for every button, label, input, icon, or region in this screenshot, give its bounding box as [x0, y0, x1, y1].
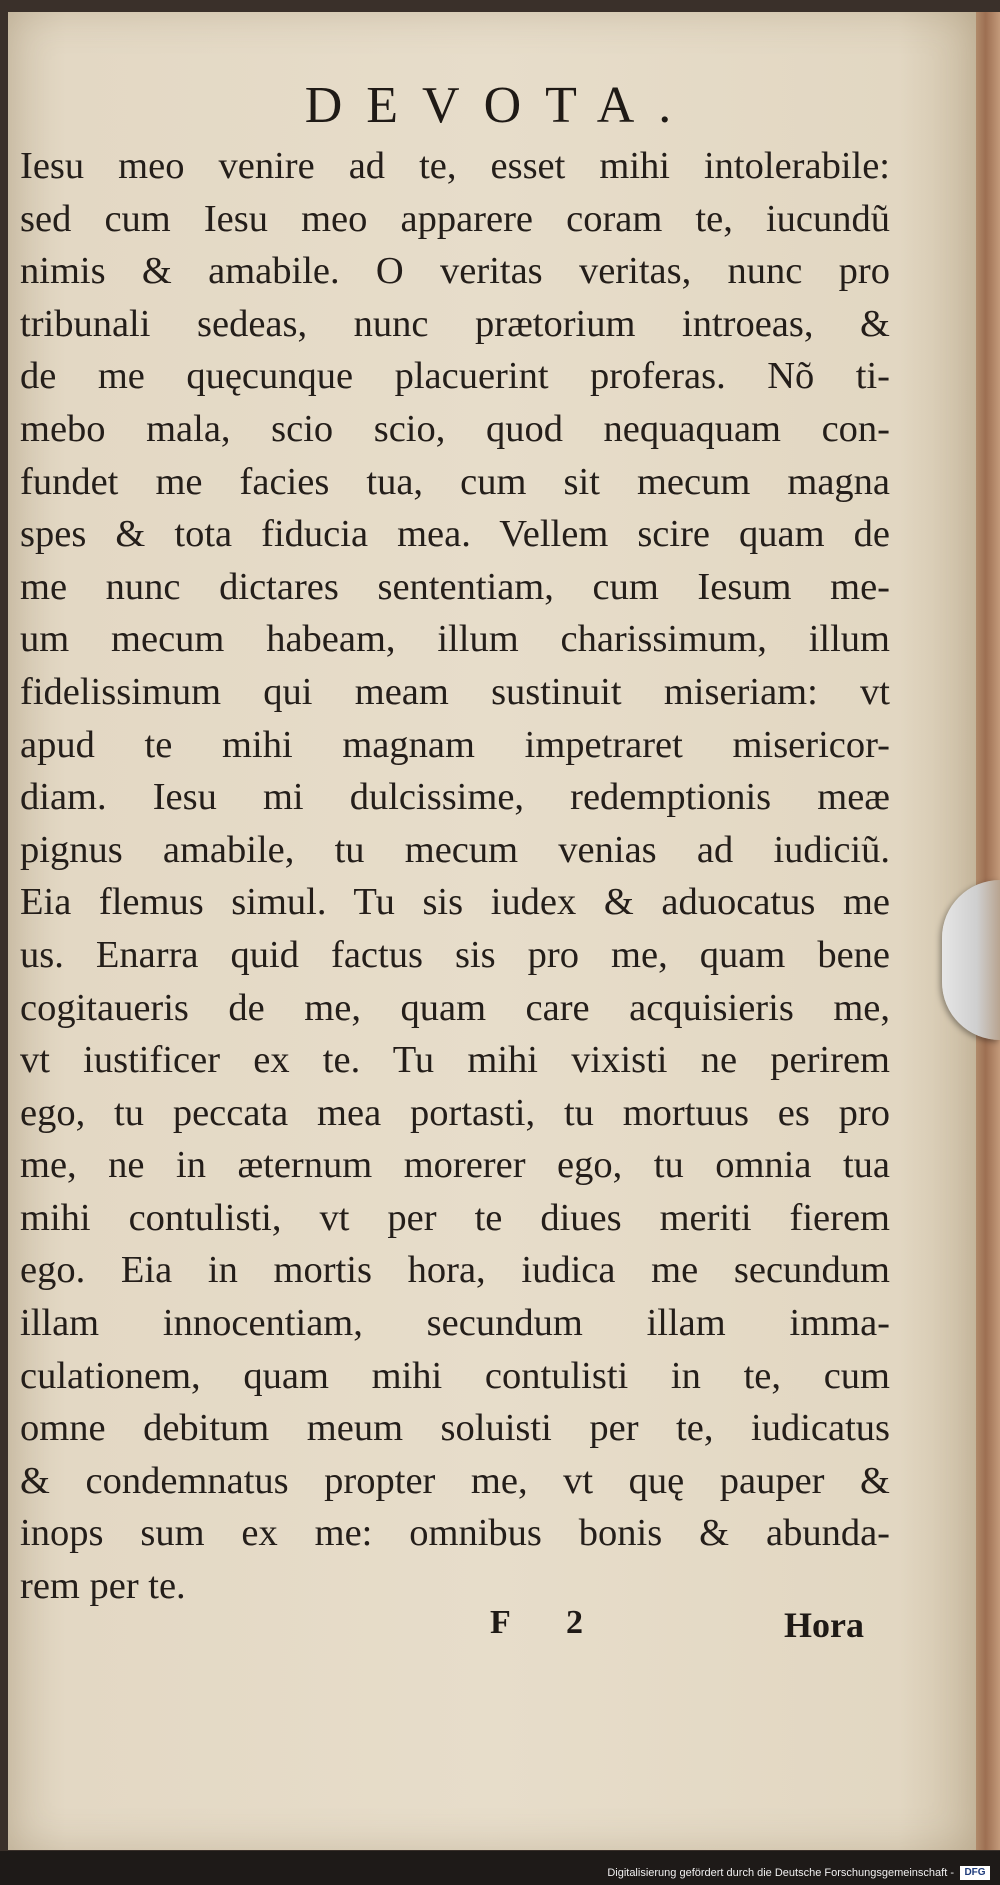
text-line: mihi contulisti, vt per te diues meriti fierem — [20, 1196, 890, 1239]
text-line: Iesu meo venire ad te, esset mihi intolerabile: — [20, 145, 890, 187]
text-line: me nunc dictares sententiam, cum Iesum me- — [20, 565, 890, 608]
text-line: fundet me facies tua, cum sit mecum magna — [20, 460, 890, 503]
dfg-logo: DFG — [960, 1866, 990, 1880]
text-line: pignus amabile, tu mecum venias ad iudiciũ. — [20, 828, 890, 871]
text-line: nimis & amabile. O veritas veritas, nunc pro — [20, 250, 890, 293]
text-line: ego, tu peccata mea portasti, tu mortuus es pro — [20, 1091, 890, 1134]
text-line: um mecum habeam, illum charissimum, illum — [20, 618, 890, 661]
text-line: ego. Eia in mortis hora, iudica me secundum — [20, 1249, 890, 1292]
text-line: inops sum ex me: omnibus bonis & abunda- — [20, 1512, 890, 1555]
text-line: us. Enarra quid factus sis pro me, quam bene — [20, 933, 890, 976]
digitization-credit: Digitalisierung gefördert durch die Deutsche Forschungsgemeinschaft - — [607, 1867, 954, 1879]
catchword: Hora — [784, 1605, 864, 1645]
body-text — [20, 140, 890, 1613]
text-line: omne debitum meum soluisti per te, iudicatus — [20, 1407, 890, 1450]
text-line: Eia flemus simul. Tu sis iudex & aduocatus me — [20, 881, 890, 924]
text-line: culationem, quam mihi contulisti in te, cum — [20, 1354, 890, 1397]
text-line: tribunali sedeas, nunc prætorium introeas, & — [20, 302, 890, 345]
text-line: de me quęcunque placuerint proferas. Nõ ti- — [20, 355, 890, 398]
text-line-last: rem per te. — [20, 1565, 186, 1608]
text-line: spes & tota fiducia mea. Vellem scire quam de — [20, 513, 890, 556]
running-head: DEVOTA. — [304, 77, 696, 134]
text-line: mebo mala, scio scio, quod nequaquam con- — [20, 407, 890, 450]
signature-mark: F 2 — [490, 1604, 608, 1641]
text-line: me, ne in æternum morerer ego, tu omnia tua — [20, 1144, 890, 1187]
text-line: apud te mihi magnam impetraret misericor- — [20, 723, 890, 766]
text-line: fidelissimum qui meam sustinuit miseriam: vt — [20, 670, 890, 713]
text-line: diam. Iesu mi dulcissime, redemptionis meæ — [20, 776, 890, 819]
text-line: cogitaueris de me, quam care acquisieris me, — [20, 986, 890, 1029]
digitization-footer — [0, 1851, 1000, 1885]
text-line: sed cum Iesu meo apparere coram te, iucundũ — [20, 197, 890, 240]
text-line: illam innocentiam, secundum illam imma- — [20, 1302, 890, 1345]
text-line: & condemnatus propter me, vt quę pauper & — [20, 1459, 890, 1502]
text-line: vt iustificer ex te. Tu mihi vixisti ne perirem — [20, 1039, 890, 1082]
